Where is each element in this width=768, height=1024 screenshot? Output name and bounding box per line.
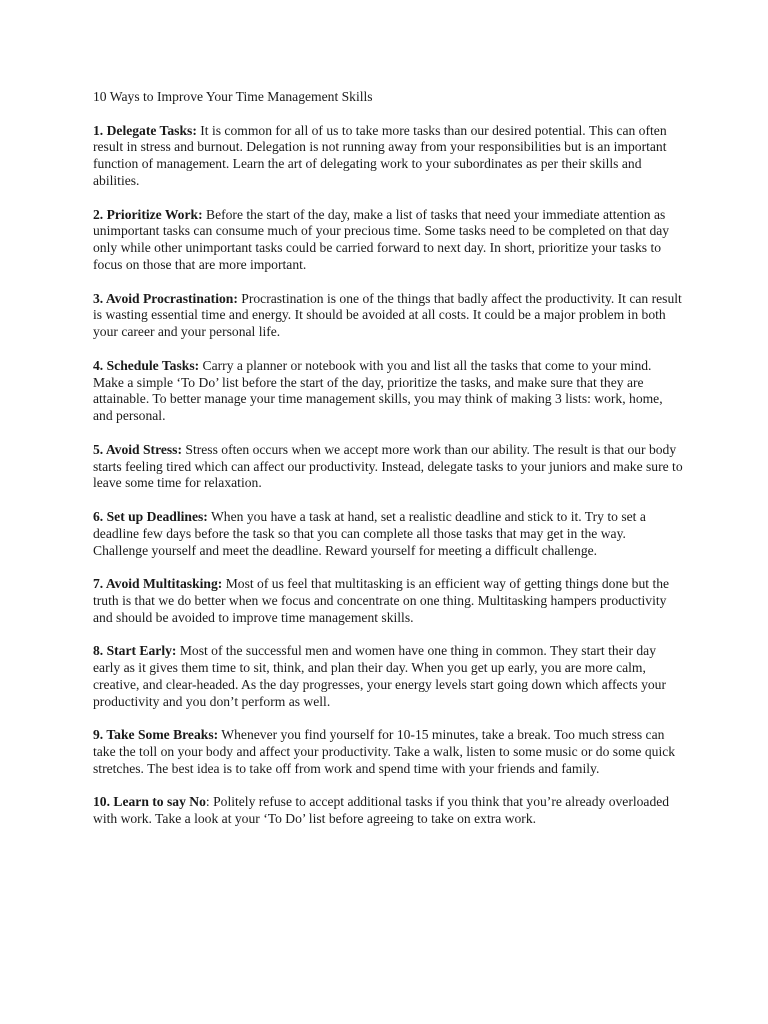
list-item — [93, 794, 683, 828]
list-item — [93, 442, 683, 492]
item-text: It is common for all of us to take more tasks than our desired potential. This can often result in stress and burnout. Delegation is not running away from your responsibilities but is an important function of management. Learn the art of delegating work to your subordinates as per their skills and abilities. — [93, 122, 667, 188]
document-title: 10 Ways to Improve Your Time Management Skills — [93, 89, 373, 104]
item-text: Stress often occurs when we accept more work than our ability. The result is that our body starts feeling tired which can affect our productivity. Instead, delegate tasks to your juniors and make sure to leave some time for relaxation. — [93, 441, 683, 491]
list-item — [93, 291, 683, 341]
item-heading: 1. Delegate Tasks: — [93, 122, 197, 138]
item-text: : Politely refuse to accept additional tasks if you think that you’re already overloaded with work. Take a look at your ‘To Do’ list before agreeing to take on extra work. — [93, 794, 670, 827]
item-heading: 7. Avoid Multitasking: — [93, 576, 223, 592]
list-item — [93, 643, 683, 710]
item-text: Most of us feel that multitasking is an efficient way of getting things done but the truth is that we do better when we focus and concentrate on one thing. Multitasking hampers productivity and should be avoided to improve time management skills. — [93, 576, 670, 625]
item-text: Before the start of the day, make a list of tasks that need your immediate attention as unimportant tasks can consume much of your precious time. Some tasks need to be completed on that day only while other unimportant tasks could be carried forward to next day. In short, prioritize your tasks to focus on those that are more important. — [93, 206, 670, 272]
document-page — [93, 89, 683, 845]
item-heading: 5. Avoid Stress: — [93, 441, 182, 457]
item-text: Carry a planner or notebook with you and list all the tasks that come to your mind. Make a simple ‘To Do’ list before the start of the day, prioritize the tasks, and make sure that they are attainable. To better manage your time management skills, you may think of making 3 lists: work, home, and personal. — [93, 357, 663, 424]
item-heading: 9. Take Some Breaks: — [93, 727, 219, 743]
item-heading: 6. Set up Deadlines: — [93, 508, 208, 524]
item-text: Most of the successful men and women have one thing in common. They start their day early as it gives them time to sit, think, and plan their day. When you get up early, you are more calm, creative, and clear-headed. As the day progresses, your energy levels start going down which affects your productivity and you don’t perform as well. — [93, 643, 666, 709]
item-heading: 10. Learn to say No — [93, 794, 206, 810]
item-heading: 4. Schedule Tasks: — [93, 357, 200, 373]
list-item — [93, 207, 683, 274]
list-item — [93, 123, 683, 190]
list-item — [93, 727, 683, 777]
list-item — [93, 576, 683, 626]
item-text: When you have a task at hand, set a realistic deadline and stick to it. Try to set a deadline few days before the task so that you can complete all those tasks that may get in the way. Challenge yourself and meet the deadline. Reward yourself for meeting a difficult challenge. — [93, 508, 646, 558]
item-text: Whenever you find yourself for 10-15 minutes, take a break. Too much stress can take the toll on your body and affect your productivity. Take a walk, listen to some music or do some quick stretches. The best idea is to take off from work and spend time with your friends and family. — [93, 727, 676, 776]
item-heading: 2. Prioritize Work: — [93, 206, 203, 222]
item-heading: 8. Start Early: — [93, 643, 177, 659]
item-heading: 3. Avoid Procrastination: — [93, 290, 238, 306]
list-item — [93, 358, 683, 425]
item-text: Procrastination is one of the things that badly affect the productivity. It can result is wasting essential time and energy. It should be avoided at all costs. It could be a major problem in both your career and your personal life. — [93, 290, 682, 340]
list-item — [93, 509, 683, 559]
